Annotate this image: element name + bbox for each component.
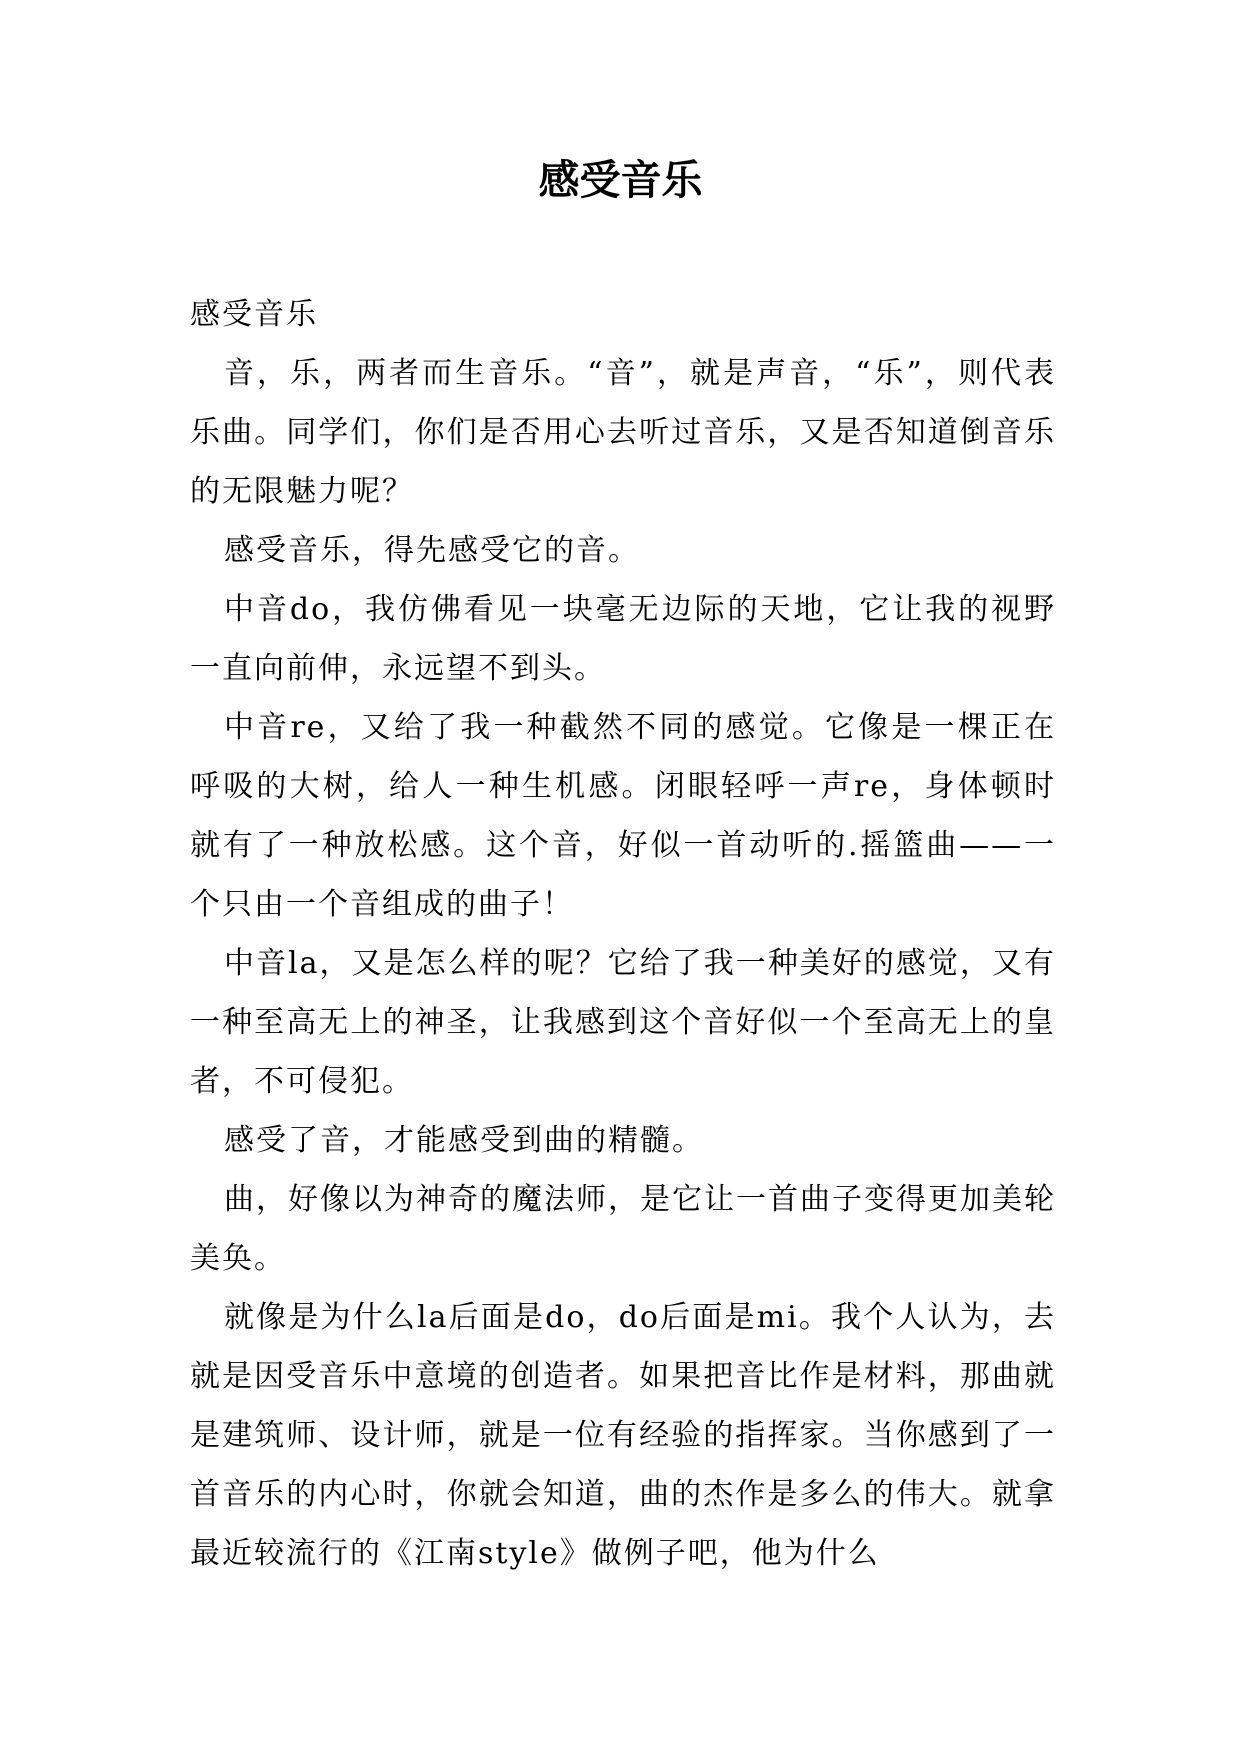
body-paragraph: 就像是为什么la后面是do，do后面是mi。我个人认为，去就是因受音乐中意境的创造者。如果把音比作是材料，那曲就是建筑师、设计师，就是一位有经验的指挥家。当你感到了一首音乐的内心时，你就会知道，曲的杰作是多么的伟大。就拿最近较流行的《江南style》做例子吧，他为什么 [190,1300,1056,1571]
document-body [190,285,1056,1583]
body-paragraph: 感受了音，才能感受到曲的精髓。 [224,1123,704,1158]
body-paragraph: 中音re，又给了我一种截然不同的感觉。它像是一棵正在呼吸的大树，给人一种生机感。闭眼轻呼一声re，身体顿时就有了一种放松感。这个音，好似一首动听的.摇篮曲——一个只由一个音组成的曲子！ [190,710,1056,922]
body-paragraph: 中音la，又是怎么样的呢？它给了我一种美好的感觉，又有一种至高无上的神圣，让我感到这个音好似一个至高无上的皇者，不可侵犯。 [190,946,1056,1099]
body-paragraph: 感受音乐，得先感受它的音。 [224,533,640,568]
body-paragraph: 中音do，我仿佛看见一块毫无边际的天地，它让我的视野一直向前伸，永远望不到头。 [190,592,1056,686]
body-paragraph: 音，乐，两者而生音乐。“音”，就是声音，“乐”，则代表乐曲。同学们，你们是否用心去听过音乐，又是否知道倒音乐的无限魅力呢？ [190,356,1056,509]
body-paragraph: 曲，好像以为神奇的魔法师，是它让一首曲子变得更加美轮美奂。 [190,1182,1056,1276]
document-title: 感受音乐 [538,156,703,204]
body-paragraph-heading: 感受音乐 [190,297,318,332]
